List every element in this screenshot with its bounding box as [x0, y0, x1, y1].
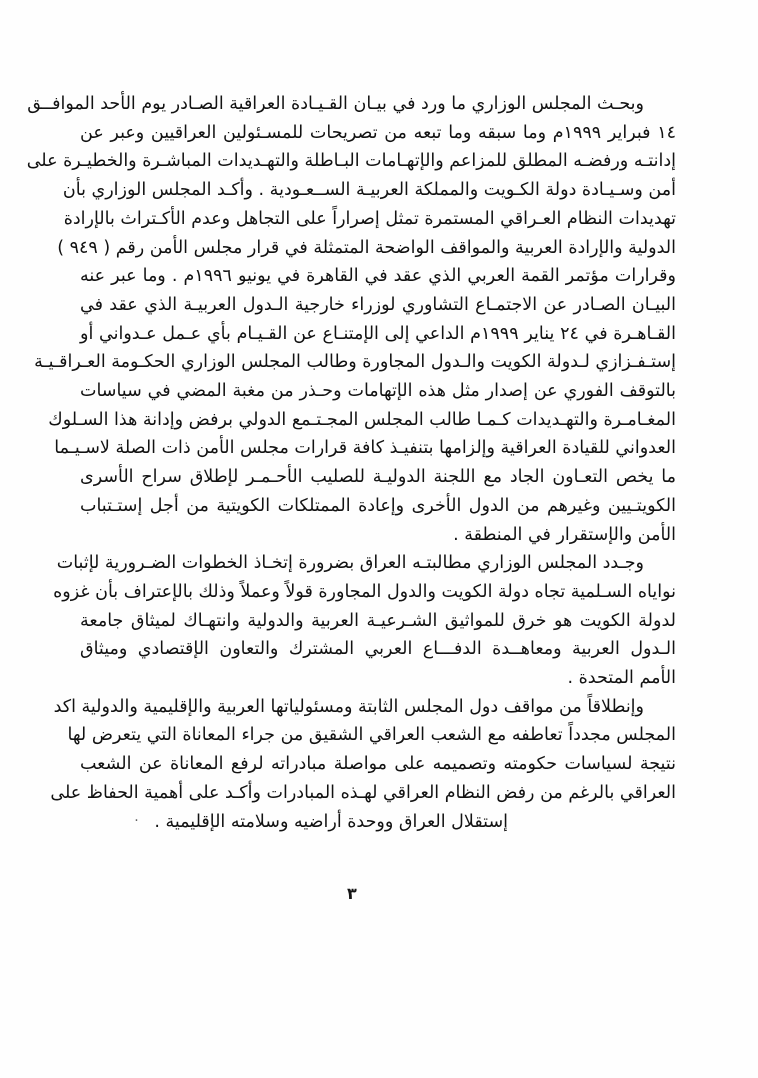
final-line-text: إستقلال العراق ووحدة أراضيه وسلامته الإقليمية . [154, 811, 508, 832]
text-line: تهديدات النظام العـراقي المستمرة تمثل إصراراً على التجاهل وعدم الأكـتراث بالإرادة [63, 208, 676, 229]
paragraph-1 [26, 90, 676, 549]
text-line: إستـفـزازي لـدولة الكويت والـدول المجاورة وطالب المجلس الوزاري الحكـومة العـراقـيـة [34, 352, 676, 373]
page-number: ٣ [347, 884, 357, 903]
text-line: العراقي بالرغم من رفض النظام العراقي لهـذه المبادرات وأكـد على أهمية الحفاظ على [50, 782, 676, 803]
text-line: نواياه السـلمية تجاه دولة الكويت والدول المجاورة قولاً وعملاً وذلك بالإعتراف بأن غزوه [53, 581, 676, 602]
text-line: وجـدد المجلس الوزاري مطالبتـه العراق بضرورة إتخـاذ الخطوات الضـرورية لإثبات [56, 553, 644, 574]
text-line: المجلس مجدداً تعاطفه مع الشعب العراقي الشقيق من جراء المعاناة التي يتعرض لها [67, 725, 676, 746]
scan-artifact-dot: · [134, 812, 139, 829]
text-line: الدولية والإرادة العربية والمواقف الواضحة المتمثلة في قرار مجلس الأمن رقم ( ٩٤٩ ) [57, 237, 676, 258]
text-line: الـدول العربية ومعاهــدة الدفـــاع العربي المشترك والتعاون الإقتصادي وميثاق [80, 639, 676, 660]
paragraph-2 [53, 549, 676, 693]
text-line: المغـامـرة والتهـديدات كـمـا طالب المجلس المجـتـمع الدولي برفض وإدانة هذا السـلوك [48, 409, 676, 430]
text-line: وبحـث المجلس الوزاري ما ورد في بيـان القـيـادة العراقية الصـادر يوم الأحد الموافــق [27, 94, 644, 114]
text-line: وقرارات مؤتمر القمة العربي الذي عقد في القاهرة في يونيو ١٩٩٦م . وما عبر عنه [80, 266, 676, 287]
text-line: لدولة الكويت هو خرق للمواثيق الشـرعيـة العربية والدولية وانتهـاك لميثاق جامعة [80, 610, 676, 631]
text-line: ما يخص التعـاون الجاد مع اللجنة الدوليـة للصليب الأحـمـر لإطلاق سراح الأسرى [80, 467, 676, 488]
paragraph-3 [50, 693, 676, 838]
text-line: البيـان الصـادر عن الاجتمـاع التشاوري لوزراء خارجية الـدول العربيـة الذي عقد في [80, 294, 676, 315]
text-line: القـاهـرة في ٢٤ يناير ١٩٩٩م الداعي إلى الإمتنـاع عن القـيـام بأي عـمل عـدواني أو [80, 323, 676, 344]
text-line: نتيجة لسياسات حكومته وتصميمه على مواصلة مبادراته لرفع المعاناة عن الشعب [80, 754, 676, 775]
text-line: إدانتـه ورفضـه المطلق للمزاعم والإتهـامات البـاطلة والتهـديدات المباشـرة والخطيـرة على [26, 151, 676, 172]
text-line: العدواني للقيادة العراقية وإلزامها بتنفيـذ كافة قرارات مجلس الأمن ذات الصلة لاسـيـما [54, 438, 676, 459]
text-line: أمن وسـيـادة دولة الكـويت والمملكة العربيـة الســعـودية . وأكـد المجلس الوزاري بأن [62, 180, 676, 201]
text-line: الأمم المتحدة . [567, 668, 676, 689]
text-line: الأمن والإستقرار في المنطقة . [453, 524, 676, 545]
text-line: ١٤ فبراير ١٩٩٩م وما سبقه وما تبعه من تصريحات للمسـئولين العراقيين وعبر عن [80, 122, 676, 143]
text-line: الكويتـيين وغيرهم من الدول الأخرى وإعادة الممتلكات الكويتية من أجل إستـتباب [80, 495, 676, 516]
text-line [80, 808, 676, 838]
document-text-block [26, 90, 676, 837]
text-line: بالتوقف الفوري عن إصدار مثل هذه الإتهامات وحـذر من مغبة المضي في سياسات [80, 381, 676, 402]
text-line: وإنطلاقاً من مواقف دول المجلس الثابتة ومسئولياتها العربية والإقليمية والدولية اكد [53, 696, 644, 717]
